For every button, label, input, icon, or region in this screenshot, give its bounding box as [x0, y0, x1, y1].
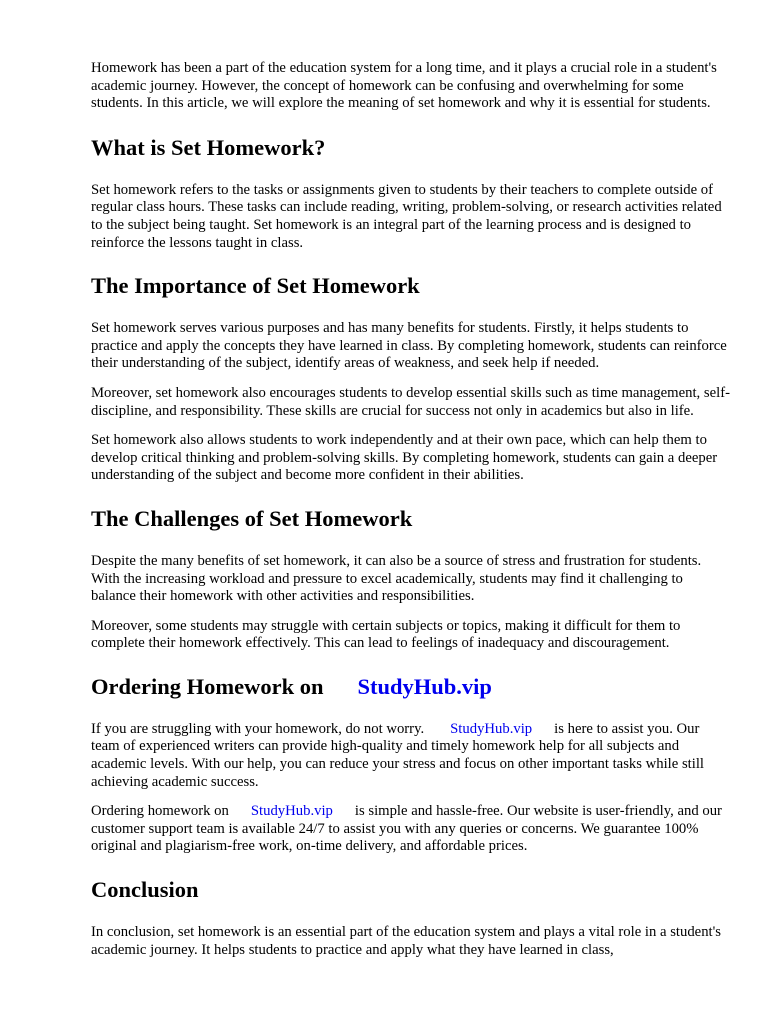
challenges-paragraph-2: Moreover, some students may struggle with certain subjects or topics, making it difficult for them to complete their homework effectively. This can lead to feelings of inadequacy and discouragement.: [91, 617, 681, 652]
heading-conclusion: Conclusion: [91, 877, 199, 903]
importance-paragraph-2: Moreover, set homework also encourages students to develop essential skills such as time management, self-discipline, and responsibility. These skills are crucial for success not only in academics but also in life.: [91, 384, 730, 419]
importance-paragraph-1: Set homework serves various purposes and has many benefits for students. Firstly, it helps students to practice and apply the concepts they have learned in class. By completing homework, students can reinforce their understanding of the subject, identify areas of weakness, and seek help if needed.: [91, 320, 727, 372]
conclusion-paragraph-1: In conclusion, set homework is an essential part of the education system and plays a vital role in a student's academic journey. It helps students to practice and apply what they have learned in class,: [91, 924, 721, 958]
challenges-paragraph-1: Despite the many benefits of set homework, it can also be a source of stress and frustration for students. With the increasing workload and pressure to excel academically, students may find it challenging to balance their homework with other activities and responsibilities.: [91, 552, 702, 605]
intro-paragraph: Homework has been a part of the education system for a long time, and it plays a crucial role in a student's academic journey. However, the concept of homework can be confusing and overwhelming for some students. In this article, we will explore the meaning of set homework and why it is essential for students.: [91, 60, 717, 112]
ordering-paragraph-1: [91, 721, 731, 791]
heading-ordering: [91, 674, 731, 700]
document-page: [91, 60, 731, 959]
heading-importance: The Importance of Set Homework: [91, 273, 420, 299]
ordering-p2-after: is simple and hassle-free. Our website is user-friendly, and our customer support team is available 24/7 to assist you with any queries or concerns. We guarantee 100% original and plagiarism-free work, on-time delivery, and affordable prices.: [91, 803, 722, 855]
importance-paragraph-3: Set homework also allows students to work independently and at their own pace, which can help them to develop critical thinking and problem-solving skills. By completing homework, students can gain a deeper understanding of the subject and become more confident in their abilities.: [91, 432, 718, 484]
studyhub-link-2[interactable]: StudyHub.vip: [250, 803, 333, 820]
studyhub-link-1[interactable]: StudyHub.vip: [450, 720, 533, 737]
what-paragraph-1: Set homework refers to the tasks or assignments given to students by their teachers to complete outside of regular class hours. These tasks can include reading, writing, problem-solving, or research activities related to the subject being taught. Set homework is an integral part of the learning process and is designed to reinforce the lessons taught in class.: [91, 181, 722, 251]
ordering-p1-after: is here to assist you. Our team of experienced writers can provide high-quality and timely homework help for all subjects and academic levels. With our help, you can reduce your stress and focus on other important tasks while still achieving academic success.: [91, 720, 704, 790]
heading-ordering-text: Ordering Homework on: [91, 673, 324, 699]
heading-studyhub-link[interactable]: StudyHub.vip: [357, 673, 492, 699]
heading-what-is-set-homework: What is Set Homework?: [91, 134, 326, 160]
heading-challenges: The Challenges of Set Homework: [91, 505, 413, 531]
ordering-p2-before: Ordering homework on: [91, 803, 229, 820]
ordering-paragraph-2: [91, 803, 731, 856]
ordering-p1-before: If you are struggling with your homework, do not worry.: [91, 720, 425, 737]
